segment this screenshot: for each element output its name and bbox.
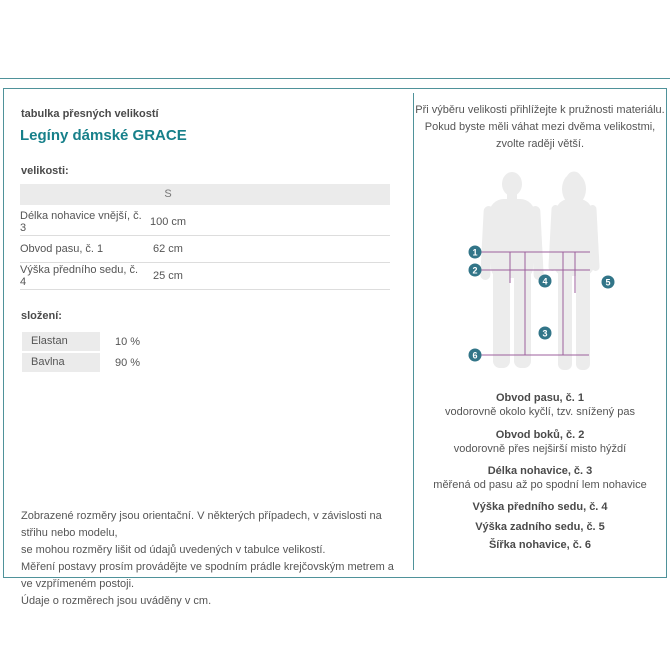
measure-title: Délka nohavice, č. 3 — [487, 465, 593, 477]
svg-text:1: 1 — [472, 247, 478, 258]
size-advice-line: Pokud byste měli váhat mezi dvěma velikostmi, — [424, 121, 656, 133]
measurement-value: 25 cm — [153, 270, 183, 282]
table-row — [20, 263, 390, 290]
disclaimer-line: Měření postavy prosím provádějte ve spodním prádle krejčovským metrem a ve vzpřímeném postoji. — [21, 561, 394, 590]
composition-row — [22, 353, 140, 372]
composition-table — [22, 332, 140, 374]
disclaimer-line: Údaje o rozměrech jsou uváděny v cm. — [21, 595, 212, 607]
sizes-heading: velikosti: — [21, 165, 69, 177]
svg-text:4: 4 — [542, 276, 548, 287]
top-divider-line — [0, 78, 670, 79]
material-percentage: 10 % — [115, 335, 141, 348]
marker-5 — [602, 276, 615, 289]
measurement-value: 62 cm — [153, 243, 183, 255]
material-percentage: 90 % — [115, 356, 141, 369]
marker-2 — [469, 264, 482, 277]
measurement-legend — [414, 389, 666, 552]
disclaimer-line: Zobrazené rozměry jsou orientační. V některých případech, v závislosti na střihu nebo modelu, — [21, 510, 382, 539]
table-row — [20, 209, 390, 236]
size-advice-line: zvolte raději větší. — [495, 138, 585, 150]
size-table-header-label-spacer — [20, 184, 143, 205]
svg-text:6: 6 — [472, 350, 478, 361]
measure-title: Šířka nohavice, č. 6 — [488, 539, 592, 551]
disclaimer-text — [21, 508, 406, 610]
size-advice-text — [414, 102, 666, 153]
measure-title: Obvod boků, č. 2 — [495, 429, 585, 441]
material-name: Elastan — [22, 332, 100, 351]
female-silhouette — [548, 172, 599, 371]
measure-title: Obvod pasu, č. 1 — [495, 392, 585, 404]
marker-6 — [469, 349, 482, 362]
measure-title: Výška předního sedu, č. 4 — [472, 501, 608, 513]
svg-text:3: 3 — [542, 328, 548, 339]
size-table-header-row — [20, 184, 390, 205]
svg-text:2: 2 — [472, 265, 478, 276]
svg-text:5: 5 — [605, 277, 611, 288]
measurement-label: Délka nohavice vnější, č. 3 — [20, 210, 142, 234]
composition-heading: složení: — [21, 310, 62, 322]
measure-title: Výška zadního sedu, č. 5 — [475, 521, 605, 533]
composition-row — [22, 332, 140, 351]
measurement-value: 100 cm — [149, 216, 187, 228]
table-row — [20, 236, 390, 263]
measurement-diagram — [425, 168, 655, 376]
marker-4 — [539, 275, 552, 288]
size-advice-line: Při výběru velikosti přihlížejte k pružnosti materiálu. — [415, 104, 665, 116]
size-column-header: S — [164, 188, 172, 200]
disclaimer-line: se mohou rozměry lišit od údajů uvedených v tabulce velikostí. — [21, 544, 326, 556]
size-chart-kicker: tabulka přesných velikostí — [21, 108, 159, 120]
marker-3 — [539, 327, 552, 340]
marker-1 — [469, 246, 482, 259]
measurement-label: Výška předního sedu, č. 4 — [20, 264, 139, 288]
product-title: Legíny dámské GRACE — [20, 127, 187, 144]
measure-description: vodorovně přes nejširší misto hýždí — [453, 443, 627, 455]
measure-description: vodorovně okolo kyčlí, tzv. snížený pas — [445, 406, 635, 418]
measure-description: měřená od pasu až po spodní lem nohavice — [433, 479, 647, 491]
measurement-label: Obvod pasu, č. 1 — [20, 243, 104, 255]
material-name: Bavlna — [22, 353, 100, 372]
size-table — [20, 184, 390, 290]
